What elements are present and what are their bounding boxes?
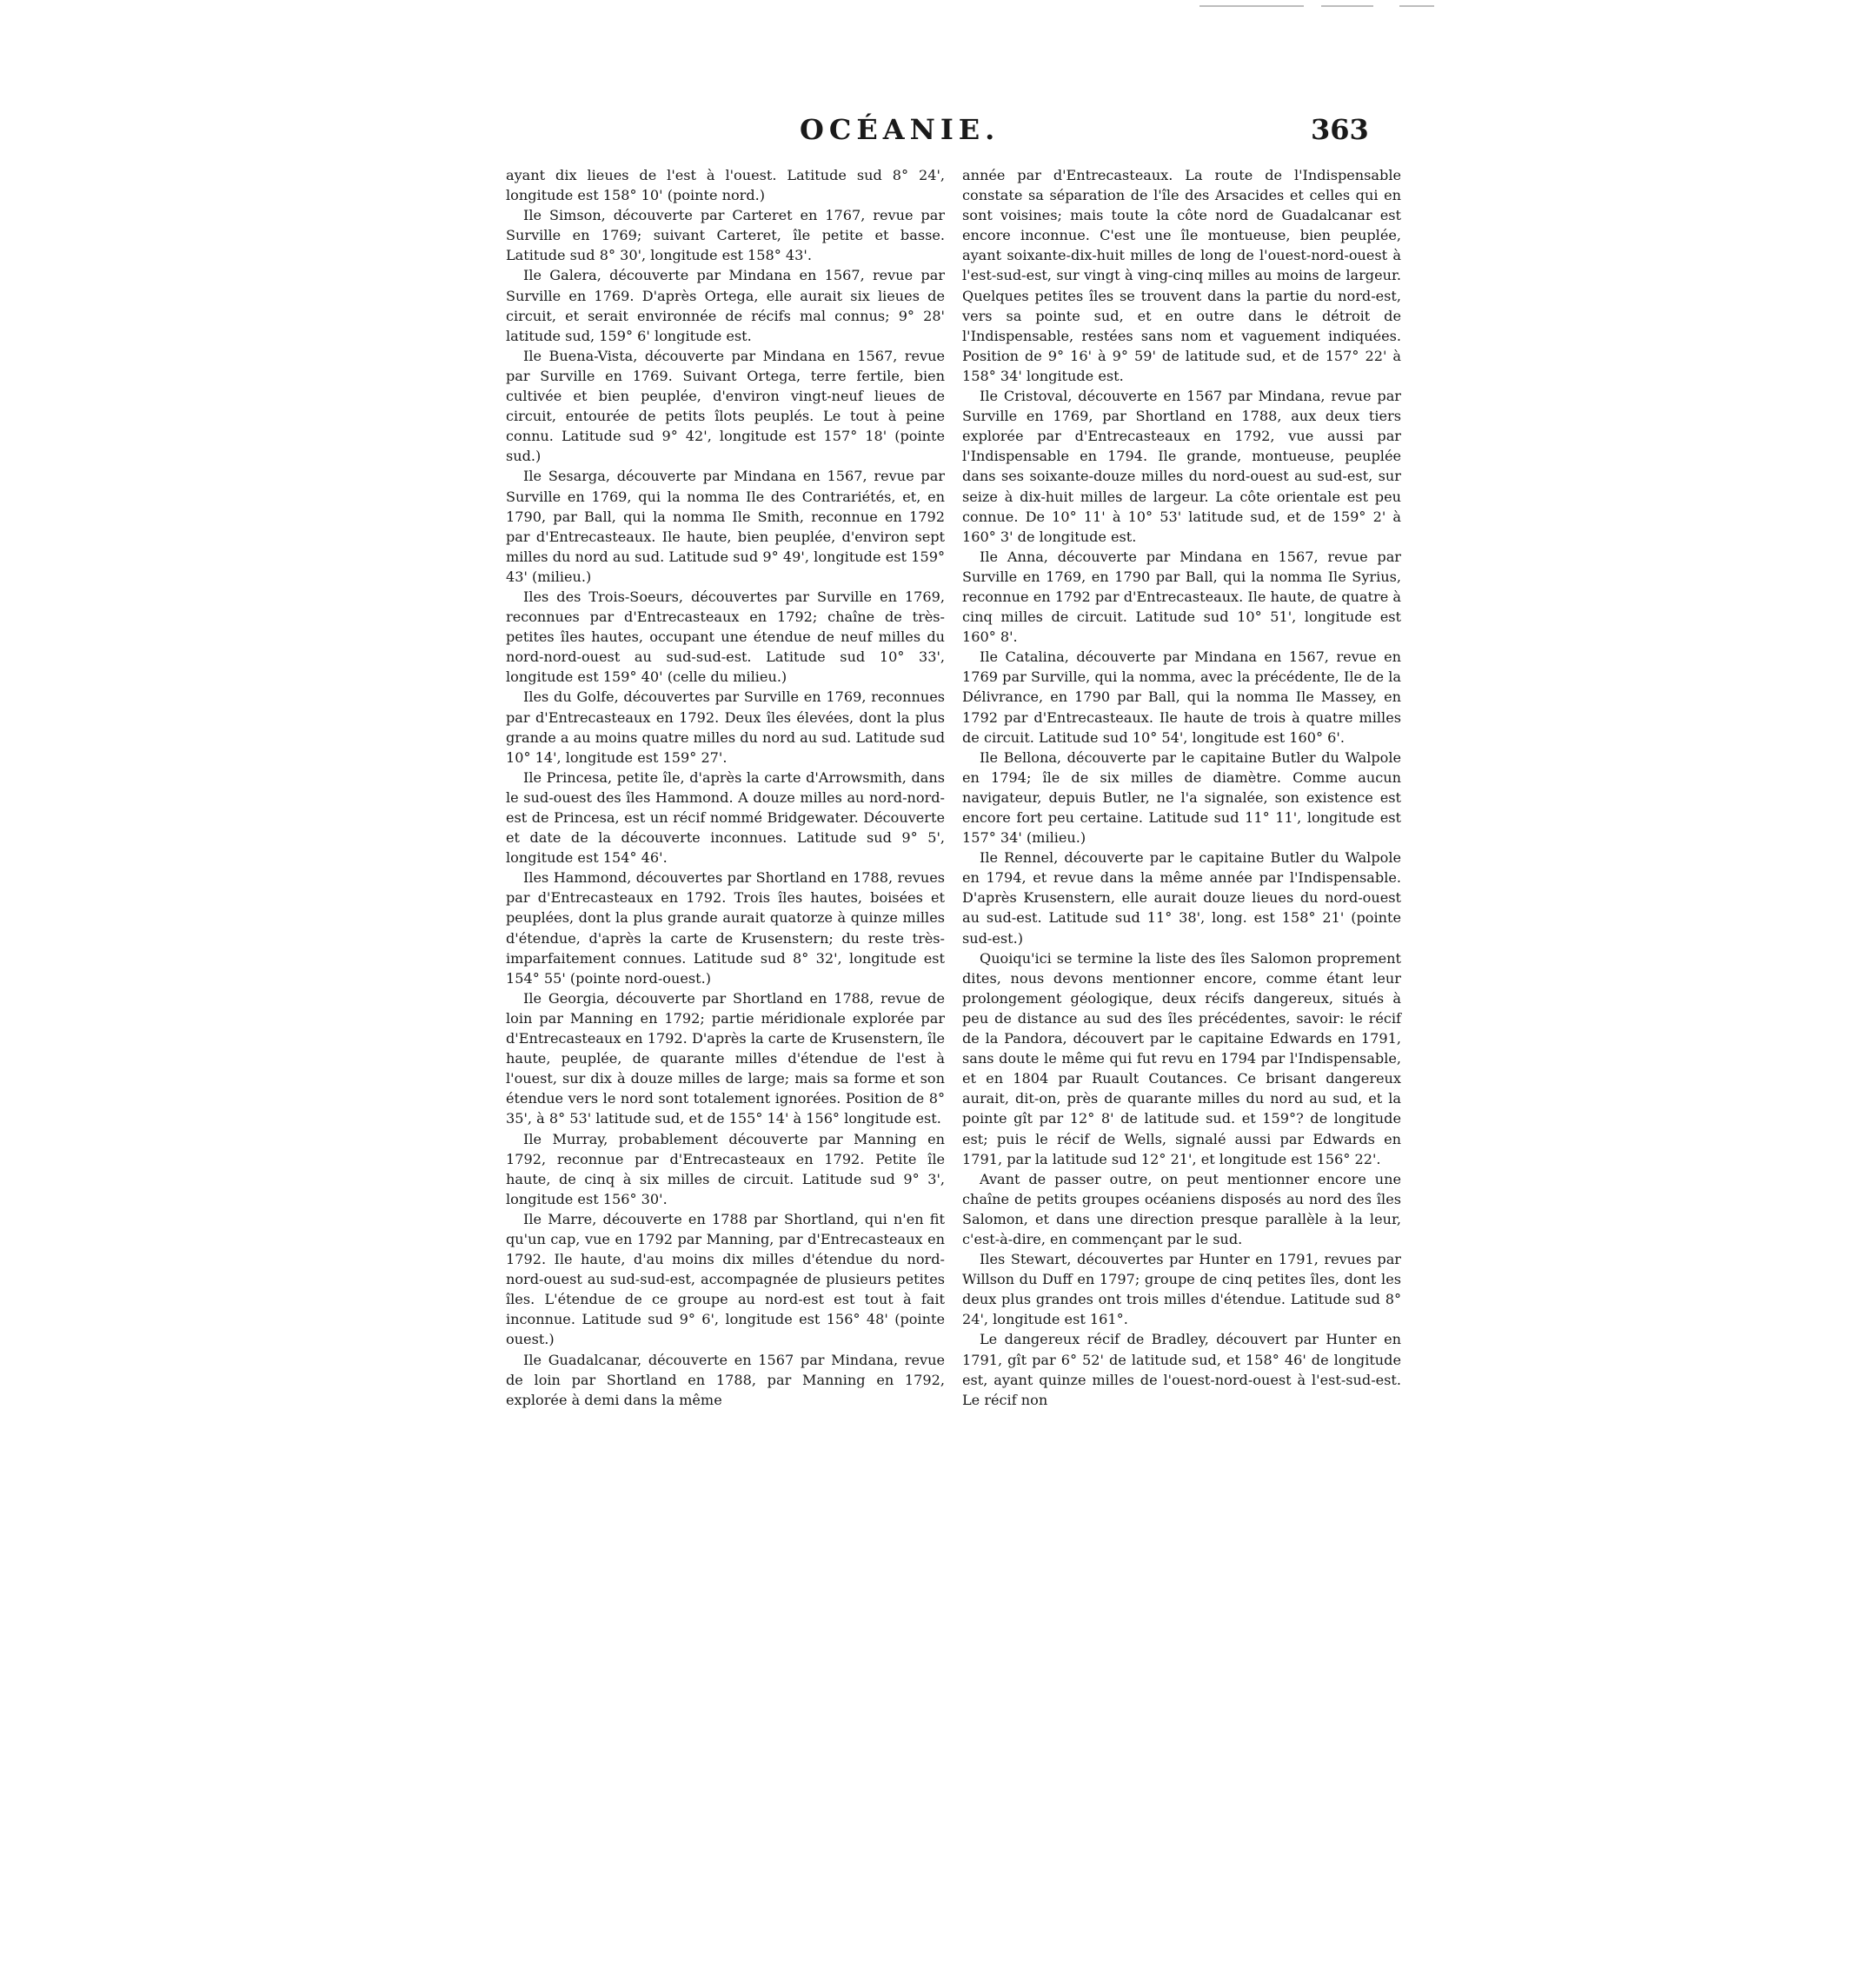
top-edge-mark — [1199, 5, 1304, 7]
left-column — [506, 165, 945, 1410]
paragraph: Le dangereux récif de Bradley, découvert par Hunter en 1791, gît par 6° 52' de latitude sud, et 158° 46' de longitude est, ayant quinze milles de l'ouest-nord-ouest à l'est-sud-est. Le récif non — [962, 1331, 1401, 1408]
paragraph: Ile Anna, découverte par Mindana en 1567, revue par Surville en 1769, en 1790 par Ball, qui la nomma Ile Syrius, reconnue en 1792 par d'Entrecasteaux. Ile haute, de quatre à cinq milles de circuit. Latitude sud 10° 51', longitude est 160° 8'. — [962, 548, 1401, 646]
paragraph: Ile Bellona, découverte par le capitaine Butler du Walpole en 1794; île de six milles de diamètre. Comme aucun navigateur, depuis Butler, ne l'a signalée, son existence est encore fort peu certaine. Latitude sud 11° 11', longitude est 157° 34' (milieu.) — [962, 748, 1401, 847]
paragraph: Ile Rennel, découverte par le capitaine Butler du Walpole en 1794, et revue dans la même année par l'Indispensable. D'après Krusenstern, elle aurait douze lieues du nord-ouest au sud-est. Latitude sud 11° 38', long. est 158° 21' (pointe sud-est.) — [962, 849, 1401, 947]
paragraph: année par d'Entrecasteaux. La route de l'Indispensable constate sa séparation de l'île des Arsacides et celles qui en sont voisines; mais toute la côte nord de Guadalcanar est encore inconnue. C'est une île montueuse, bien peuplée, ayant soixante-dix-huit milles de long de l'ouest-nord-ouest à l'est-sud-est, sur vingt à ving-cinq milles au moins de largeur. Quelques petites îles se trouvent dans la partie du nord-est, vers sa pointe sud, et en outre dans le détroit de l'Indispensable, restées sans nom et vaguement indiquées. Position de 9° 16' à 9° 59' de latitude sud, et de 157° 22' à 158° 34' longitude est. — [962, 167, 1401, 384]
paragraph: Ile Marre, découverte en 1788 par Shortland, qui n'en fit qu'un cap, vue en 1792 par Manning, par d'Entrecasteaux en 1792. Ile haute, d'au moins dix milles d'étendue du nord-nord-ouest au sud-sud-est, accompagnée de plusieurs petites îles. L'étendue de ce groupe au nord-est est tout à fait inconnue. Latitude sud 9° 6', longitude est 156° 48' (pointe ouest.) — [506, 1210, 945, 1348]
page-number: 363 — [1311, 113, 1369, 146]
paragraph: Iles du Golfe, découvertes par Surville en 1769, reconnues par d'Entrecasteaux en 1792. Deux îles élevées, dont la plus grande a au moins quatre milles du nord au sud. Latitude sud 10° 14', longitude est 159° 27'. — [506, 688, 945, 766]
paragraph: Iles Hammond, découvertes par Shortland en 1788, revues par d'Entrecasteaux en 1792. Trois îles hautes, boisées et peuplées, dont la plus grande aurait quatorze à quinze milles d'étendue, d'après la carte de Krusenstern; du reste très-imparfaitement connues. Latitude sud 8° 32', longitude est 154° 55' (pointe nord-ouest.) — [506, 869, 945, 987]
paragraph: Ile Sesarga, découverte par Mindana en 1567, revue par Surville en 1769, qui la nomma Ile des Contrariétés, et, en 1790, par Ball, qui la nomma Ile Smith, reconnue en 1792 par d'Entrecasteaux. Ile haute, bien peuplée, d'environ sept milles du nord au sud. Latitude sud 9° 49', longitude est 159° 43' (milieu.) — [506, 468, 945, 585]
paragraph: Ile Catalina, découverte par Mindana en 1567, revue en 1769 par Surville, qui la nomma, avec la précédente, Ile de la Délivrance, en 1790 par Ball, qui la nomma Ile Massey, en 1792 par d'Entrecasteaux. Ile haute de trois à quatre milles de circuit. Latitude sud 10° 54', longitude est 160° 6'. — [962, 648, 1401, 746]
paragraph: Ile Simson, découverte par Carteret en 1767, revue par Surville en 1769; suivant Carteret, île petite et basse. Latitude sud 8° 30', longitude est 158° 43'. — [506, 207, 945, 264]
paragraph: Ile Guadalcanar, découverte en 1567 par Mindana, revue de loin par Shortland en 1788, par Manning en 1792, explorée à demi dans la même — [506, 1351, 945, 1408]
page-title: OCÉANIE. — [800, 113, 1000, 146]
paragraph: Iles des Trois-Soeurs, découvertes par Surville en 1769, reconnues par d'Entrecasteaux en 1792; chaîne de très-petites îles hautes, occupant une étendue de neuf milles du nord-nord-ouest au sud-sud-est. Latitude sud 10° 33', longitude est 159° 40' (celle du milieu.) — [506, 588, 945, 686]
right-column — [962, 165, 1401, 1410]
paragraph: Iles Stewart, découvertes par Hunter en 1791, revues par Willson du Duff en 1797; groupe de cinq petites îles, dont les deux plus grandes ont trois milles d'étendue. Latitude sud 8° 24', longitude est 161°. — [962, 1251, 1401, 1328]
paragraph: Avant de passer outre, on peut mentionner encore une chaîne de petits groupes océaniens disposés au nord des îles Salomon, et dans une direction presque parallèle à la leur, c'est-à-dire, en commençant par le sud. — [962, 1170, 1401, 1247]
paragraph: Ile Cristoval, découverte en 1567 par Mindana, revue par Surville en 1769, par Shortland en 1788, aux deux tiers explorée par d'Entrecasteaux en 1792, vue aussi par l'Indispensable en 1794. Ile grande, montueuse, peuplée dans ses soixante-douze milles du nord-ouest au sud-est, sur seize à dix-huit milles de largeur. La côte orientale est peu connue. De 10° 11' à 10° 53' latitude sud, et de 159° 2' à 160° 3' de longitude est. — [962, 388, 1401, 545]
paragraph: Quoiqu'ici se termine la liste des îles Salomon proprement dites, nous devons mentionner encore, comme étant leur prolongement géologique, deux récifs dangereux, situés à peu de distance au sud des îles précédentes, savoir: le récif de la Pandora, découvert par le capitaine Edwards en 1791, sans doute le même qui fut revu en 1794 par l'Indispensable, et en 1804 par Ruault Coutances. Ce brisant dangereux aurait, dit-on, près de quarante milles du nord au sud, et la pointe gît par 12° 8' de latitude sud. et 159°? de longitude est; puis le récif de Wells, signalé aussi par Edwards en 1791, par la latitude sud 12° 21', et longitude est 156° 22'. — [962, 949, 1401, 1167]
paragraph: Ile Buena-Vista, découverte par Mindana en 1567, revue par Surville en 1769. Suivant Ortega, terre fertile, bien cultivée et bien peuplée, d'environ vingt-neuf lieues de circuit, entourée de petits îlots peuplés. Le tout à peine connu. Latitude sud 9° 42', longitude est 157° 18' (pointe sud.) — [506, 347, 945, 465]
top-edge-mark — [1399, 5, 1434, 7]
paragraph: Ile Princesa, petite île, d'après la carte d'Arrowsmith, dans le sud-ouest des îles Hammond. A douze milles au nord-nord-est de Princesa, est un récif nommé Bridgewater. Découverte et date de la découverte inconnues. Latitude sud 9° 5', longitude est 154° 46'. — [506, 768, 945, 867]
paragraph: ayant dix lieues de l'est à l'ouest. Latitude sud 8° 24', longitude est 158° 10' (pointe nord.) — [506, 167, 945, 204]
paragraph: Ile Georgia, découverte par Shortland en 1788, revue de loin par Manning en 1792; partie méridionale explorée par d'Entrecasteaux en 1792. D'après la carte de Krusenstern, île haute, peuplée, de quarante milles d'étendue de l'est à l'ouest, sur dix à douze milles de large; mais sa forme et son étendue vers le nord sont totalement ignorées. Position de 8° 35', à 8° 53' latitude sud, et de 155° 14' à 156° longitude est. — [506, 989, 945, 1127]
top-edge-mark — [1321, 5, 1373, 7]
paragraph: Ile Murray, probablement découverte par Manning en 1792, reconnue par d'Entrecasteaux en 1792. Petite île haute, de cinq à six milles de circuit. Latitude sud 9° 3', longitude est 156° 30'. — [506, 1130, 945, 1207]
paragraph: Ile Galera, découverte par Mindana en 1567, revue par Surville en 1769. D'après Ortega, elle aurait six lieues de circuit, et serait environnée de récifs mal connus; 9° 28' latitude sud, 159° 6' longitude est. — [506, 267, 945, 344]
